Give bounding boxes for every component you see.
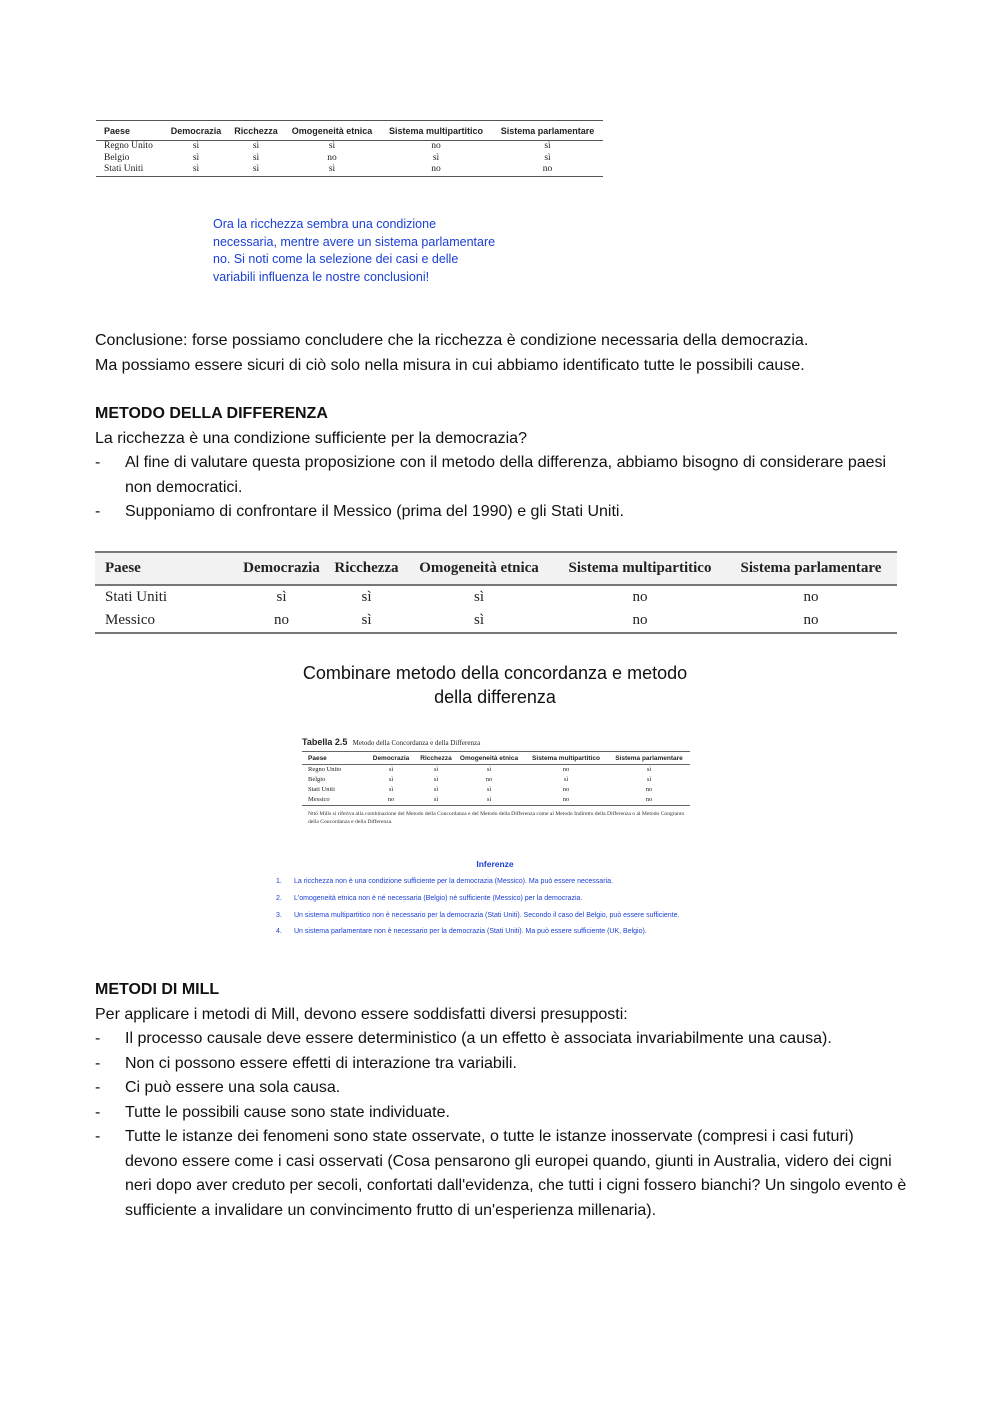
cell: sì bbox=[328, 164, 336, 174]
list-item bbox=[276, 877, 706, 887]
cell: sì bbox=[433, 766, 439, 773]
cell: sì bbox=[486, 786, 492, 793]
cell: sì bbox=[433, 786, 439, 793]
cell: Stati Uniti bbox=[308, 786, 335, 793]
cell: Stati Uniti bbox=[105, 589, 168, 605]
cell: no bbox=[632, 612, 648, 628]
cell: no bbox=[803, 612, 819, 628]
embedded-slide bbox=[260, 660, 730, 960]
cell: no bbox=[274, 612, 289, 628]
list-number: 3. bbox=[276, 911, 282, 919]
cell: sì bbox=[432, 152, 440, 163]
table-row bbox=[302, 765, 690, 776]
cell: sì bbox=[486, 796, 492, 803]
cell: sì bbox=[192, 141, 200, 151]
cell: no bbox=[632, 589, 648, 605]
cell: no bbox=[803, 589, 819, 605]
col-header-democrazia: Democrazia bbox=[372, 754, 410, 762]
table-row bbox=[96, 141, 603, 153]
cell: sì bbox=[192, 164, 200, 174]
cell: sì bbox=[544, 152, 551, 163]
slide-title bbox=[260, 661, 730, 709]
agreement-table bbox=[96, 120, 603, 177]
cell: sì bbox=[192, 152, 200, 163]
table-header-row bbox=[95, 552, 897, 585]
cell: no bbox=[387, 796, 395, 803]
list-item: - Al fine di valutare questa proposizione con il metodo della differenza, abbiamo bisogno di considerare paesi non democratici. bbox=[95, 451, 915, 500]
cell: sì bbox=[361, 589, 372, 605]
col-header-multipartitico: Sistema multipartitico bbox=[388, 125, 484, 136]
list-item: - Supponiamo di confrontare il Messico (prima del 1990) e gli Stati Uniti. bbox=[95, 500, 915, 525]
difference-table bbox=[95, 551, 897, 634]
col-header-democrazia: Democrazia bbox=[170, 125, 222, 136]
col-header-parlamentare: Sistema parlamentare bbox=[725, 552, 897, 585]
list-number: 2. bbox=[276, 894, 282, 902]
table-row bbox=[302, 775, 690, 785]
list-item: - Il processo causale deve essere deterministico (a un effetto è associata invariabilmente una causa). bbox=[95, 1027, 907, 1052]
table-header-row bbox=[96, 121, 603, 141]
inferences-title: Inferenze bbox=[476, 859, 514, 869]
col-header-paese: Paese bbox=[104, 125, 131, 136]
section-intro: Per applicare i metodi di Mill, devono essere soddisfatti diversi presupposti: bbox=[95, 1005, 628, 1023]
col-header-multipartitico: Sistema multipartitico bbox=[532, 754, 600, 762]
cell: sì bbox=[252, 141, 260, 151]
table-row bbox=[302, 785, 690, 795]
col-header-ricchezza: Ricchezza bbox=[234, 125, 278, 136]
cell: sì bbox=[361, 612, 372, 628]
list-item bbox=[276, 894, 706, 904]
cell: no bbox=[431, 164, 441, 174]
section-question: La ricchezza è una condizione sufficiente per la democrazia? bbox=[95, 429, 527, 447]
cell: Stati Uniti bbox=[104, 164, 144, 174]
col-header-omogeneita: Omogeneità etnica bbox=[459, 754, 519, 762]
slide-table-note: Nttö Mills si riferiva alla combinazione del Metodo della Concordanza e del Metodo della Differenza come al Metodo Indiretto della Differenza o al Metodo Congiunto della Concordanza e della Differenza. bbox=[308, 811, 685, 825]
cell: no bbox=[562, 786, 570, 793]
col-header-paese: Paese bbox=[308, 754, 327, 762]
col-header-parlamentare: Sistema parlamentare bbox=[500, 125, 595, 136]
list-text: Un sistema multipartitico non è necessario per la democrazia (Stati Uniti). Secondo il caso del Belgio, può essere sufficiente. bbox=[294, 911, 680, 919]
cell: no bbox=[562, 796, 570, 803]
col-header-multipartitico: Sistema multipartitico bbox=[555, 552, 725, 585]
slide-title-line: della differenza bbox=[434, 687, 556, 707]
cell: sì bbox=[433, 776, 439, 783]
cell: no bbox=[562, 766, 570, 773]
col-header-ricchezza: Ricchezza bbox=[330, 552, 403, 585]
slide-table-caption bbox=[302, 737, 702, 747]
cell: sì bbox=[433, 796, 439, 803]
cell: sì bbox=[486, 766, 492, 773]
bullet-list bbox=[95, 1027, 907, 1223]
cell: sì bbox=[646, 776, 652, 783]
cell: no bbox=[327, 152, 337, 163]
list-item: - Non ci possono essere effetti di interazione tra variabili. bbox=[95, 1052, 907, 1077]
cell: sì bbox=[328, 141, 336, 151]
section-heading: METODO DELLA DIFFERENZA bbox=[95, 405, 328, 422]
cell: no bbox=[645, 786, 653, 793]
list-number: 1. bbox=[276, 878, 282, 885]
cell: sì bbox=[388, 776, 394, 783]
table-header-row bbox=[302, 752, 690, 765]
cell: sì bbox=[563, 776, 569, 783]
table-row bbox=[302, 795, 690, 806]
cell: sì bbox=[544, 141, 551, 151]
annotation-note: Ora la ricchezza sembra una condizione necessaria, mentre avere un sistema parlamentare no. Si noti come la selezione dei casi e delle variabili influenza le nostre conclusioni! bbox=[213, 217, 496, 284]
table-row bbox=[95, 609, 897, 633]
list-item: - Tutte le possibili cause sono state individuate. bbox=[95, 1101, 907, 1126]
cell: no bbox=[645, 796, 653, 803]
cell: sì bbox=[646, 766, 652, 773]
table-row bbox=[96, 153, 603, 165]
list-text: L'omogeneità etnica non è né necessaria (Belgio) né sufficiente (Messico) per la democrazia. bbox=[294, 894, 583, 902]
conclusion-line: Conclusione: forse possiamo concludere che la ricchezza è condizione necessaria della democrazia. bbox=[95, 332, 809, 349]
slide-table-label: Tabella 2.5 bbox=[302, 737, 348, 747]
list-item: - Tutte le istanze dei fenomeni sono state osservate, o tutte le istanze inosservate (compresi i casi futuri) devono essere come i casi osservati (Cosa pensarono gli europei quando, giunti in Australia, videro dei cigni neri dopo aver creduto per secoli, confortati dall'evidenza, che tutti i cigni fossero bianchi? Un singolo evento è sufficiente a invalidare un convincimento frutto di un'esperienza millenaria). bbox=[95, 1125, 907, 1223]
cell: sì bbox=[252, 164, 260, 174]
cell: Belgio bbox=[104, 152, 130, 163]
cell: Belgio bbox=[308, 776, 326, 783]
list-text: La ricchezza non è una condizione sufficiente per la democrazia (Messico). Ma può essere necessaria. bbox=[294, 878, 613, 885]
table-row bbox=[96, 164, 603, 176]
col-header-ricchezza: Ricchezza bbox=[420, 754, 452, 762]
cell: sì bbox=[473, 589, 484, 605]
col-header-parlamentare: Sistema parlamentare bbox=[615, 754, 683, 762]
cell: no bbox=[542, 164, 553, 174]
cell: no bbox=[431, 141, 441, 151]
col-header-democrazia: Democrazia bbox=[233, 552, 330, 585]
cell: sì bbox=[276, 589, 287, 605]
cell: Regno Unito bbox=[104, 141, 153, 151]
list-item: - Ci può essere una sola causa. bbox=[95, 1076, 907, 1101]
slide-table bbox=[302, 751, 690, 806]
list-item bbox=[276, 927, 706, 937]
slide-title-line: Combinare metodo della concordanza e metodo bbox=[302, 663, 688, 683]
conclusion-line: Ma possiamo essere sicuri di ciò solo nella misura in cui abbiamo identificato tutte le possibili cause. bbox=[95, 356, 805, 374]
cell: sì bbox=[388, 766, 394, 773]
list-number: 4. bbox=[276, 928, 282, 936]
conclusion-paragraph bbox=[95, 329, 915, 378]
inferences-list bbox=[276, 877, 706, 944]
bullet-list bbox=[95, 451, 915, 525]
cell: no bbox=[485, 776, 493, 783]
cell: sì bbox=[473, 612, 484, 628]
mill-section bbox=[95, 978, 907, 1223]
cell: Messico bbox=[105, 612, 155, 628]
slide-table-caption-text: Metodo della Concordanza e della Differenza bbox=[352, 739, 481, 747]
cell: Messico bbox=[308, 796, 330, 803]
cell: sì bbox=[388, 786, 394, 793]
list-text: Un sistema parlamentare non è necessario per la democrazia (Stati Uniti). Ma può essere sufficiente (UK, Belgio). bbox=[294, 928, 647, 936]
list-item bbox=[276, 911, 706, 921]
cell: Regno Unito bbox=[308, 766, 342, 773]
difference-section bbox=[95, 402, 915, 525]
col-header-paese: Paese bbox=[95, 552, 233, 585]
cell: sì bbox=[252, 152, 260, 163]
table-row bbox=[95, 585, 897, 609]
col-header-omogeneita: Omogeneità etnica bbox=[403, 552, 555, 585]
section-heading: METODI DI MILL bbox=[95, 981, 220, 998]
col-header-omogeneita: Omogeneità etnica bbox=[291, 125, 373, 136]
